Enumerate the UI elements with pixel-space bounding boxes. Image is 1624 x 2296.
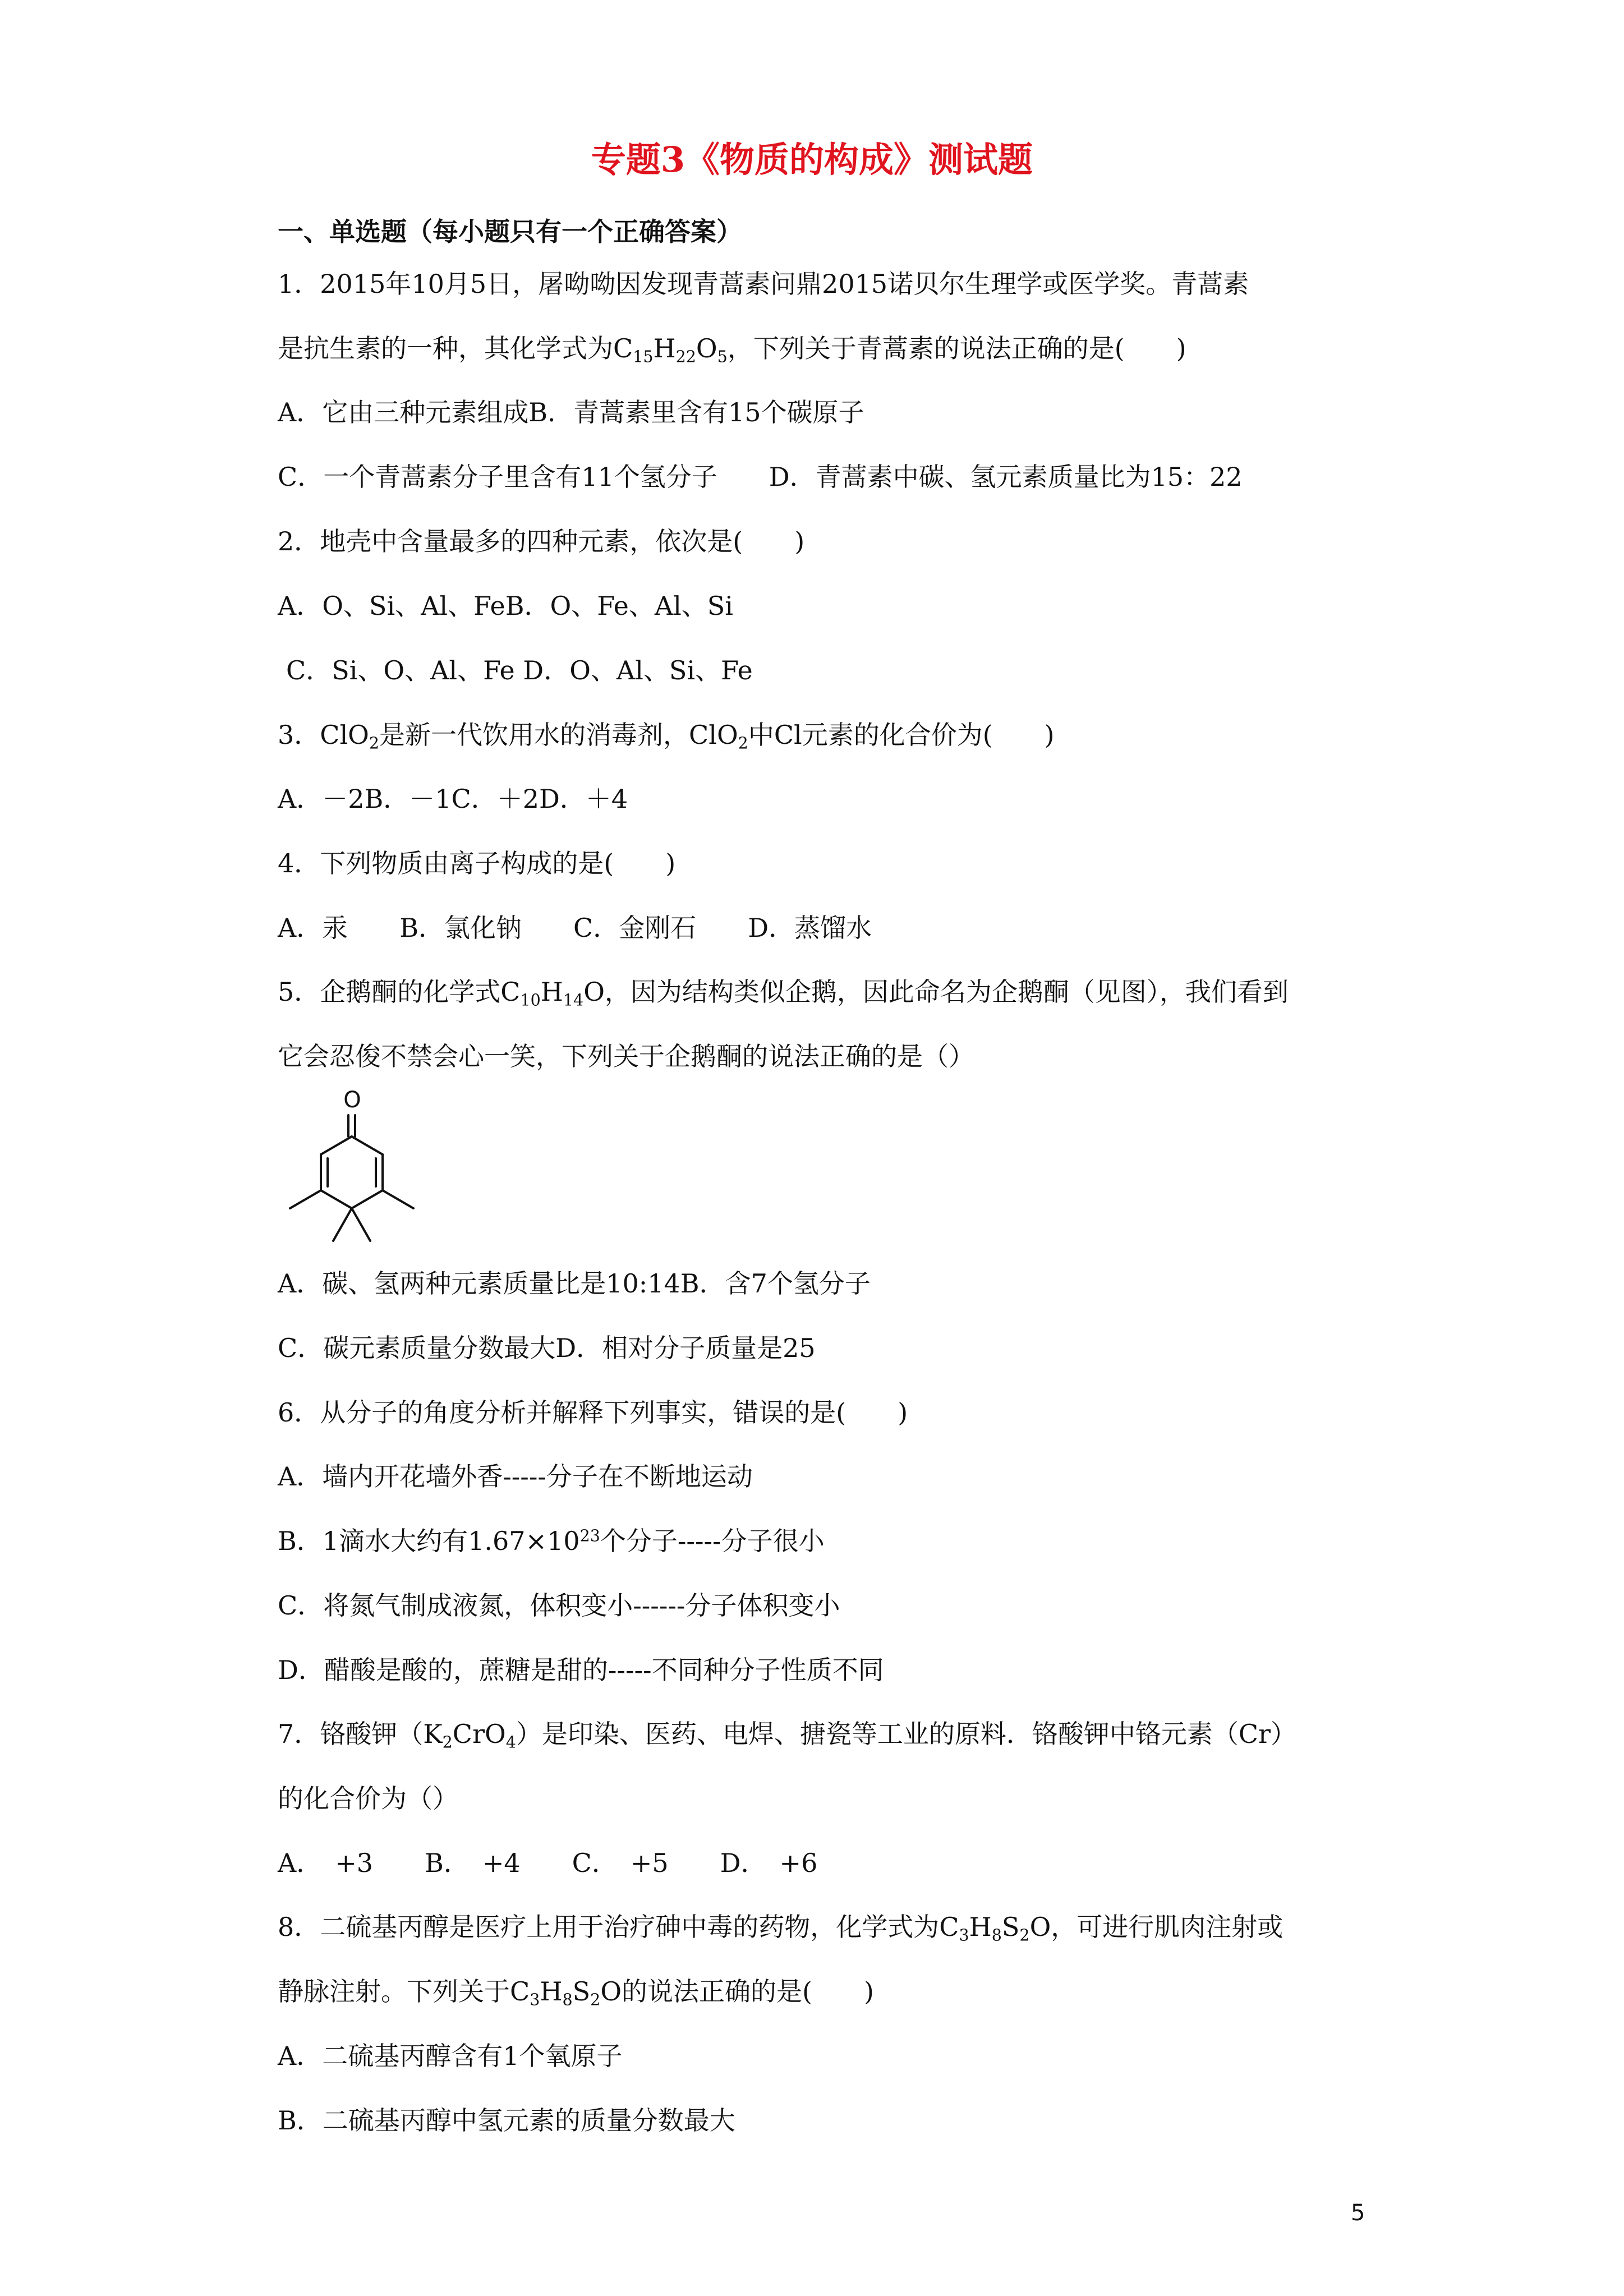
q6-option-d: D．醋酸是酸的，蔗糖是甜的-----不同种分子性质不同 (278, 1655, 884, 1685)
q7-stem-line1: 7．铬酸钾$(K_2CrO_4)$是印染、医药、电焊、搪瓷等工业的原料．铬酸钾中铬元素（Cr） (278, 1719, 1297, 1752)
q7-stem-line2: 的化合价为（） (278, 1783, 458, 1814)
q4-options: A．汞 B．氯化钠 C．金刚石 D．蒸馏水 (278, 913, 872, 943)
methyl-bond (352, 1208, 370, 1241)
q1-options-cd: C．一个青蒿素分子里含有11个氢分子 D．青蒿素中碳、氢元素质量比为15：22 (278, 462, 1243, 492)
q5-stem-line2: 它会忍俊不禁会心一笑，下列关于企鹅酮的说法正确的是（） (278, 1041, 974, 1071)
q6-option-a: A．墙内开花墙外香-----分子在不断地运动 (278, 1461, 753, 1492)
q4-stem: 4．下列物质由离子构成的是( ) (278, 848, 676, 878)
q1-stem-line2: 是抗生素的一种，其化学式为$C_{15}H_{22}O_5$，下列关于青蒿素的说法正确的是( ) (278, 333, 1186, 366)
q3-options: A．－2B．－1C．＋2D．＋4 (278, 784, 628, 814)
methyl-bond (333, 1208, 352, 1241)
q6-option-c: C．将氮气制成液氮，体积变小------分子体积变小 (278, 1590, 840, 1621)
q1-stem-line1: 1．2015年10月5日，屠呦呦因发现青蒿素问鼎2015诺贝尔生理学或医学奖。青蒿素 (278, 269, 1249, 299)
q6-stem: 6．从分子的角度分析并解释下列事实，错误的是( ) (278, 1397, 908, 1428)
q5-stem-line1: 5．企鹅酮的化学式$C_{10}H_{14}O$，因为结构类似企鹅，因此命名为企鹅酮（见图），我们看到 (278, 977, 1289, 1010)
ring-bond (321, 1137, 352, 1154)
q2-options-cd: C．Si、O、Al、Fe D．O、Al、Si、Fe (286, 655, 753, 685)
q5-options-cd: C．碳元素质量分数最大D．相对分子质量是25 (278, 1333, 816, 1363)
q2-options-ab: A．O、Si、Al、FeB．O、Fe、Al、Si (278, 591, 734, 621)
q8-option-b: B．二硫基丙醇中氢元素的质量分数最大 (278, 2105, 735, 2136)
q2-stem: 2．地壳中含量最多的四种元素，依次是( ) (278, 526, 805, 556)
q7-options: A． +3 B． +4 C． +5 D． +6 (278, 1848, 818, 1878)
q6-option-b: B．1滴水大约有$1.67\times 10^{23}$个分子-----分子很小 (278, 1526, 825, 1556)
page-number: 5 (1351, 2200, 1365, 2226)
formula: $C_{15}H_{22}O_5$ (613, 333, 728, 366)
ring-bond (352, 1137, 383, 1154)
q5-options-ab: A．碳、氢两种元素质量比是10:14B．含7个氢分子 (278, 1268, 871, 1299)
methyl-bond (383, 1190, 413, 1208)
oxygen-atom-label: O (343, 1087, 361, 1113)
isophorone-structure-diagram (275, 1083, 432, 1262)
q3-stem: 3．ClO$_2$是新一代饮用水的消毒剂，ClO$_2$中Cl元素的化合价为( ) (278, 720, 1055, 753)
methyl-bond (290, 1190, 321, 1208)
ring-bond (352, 1190, 383, 1208)
q1-options-ab: A．它由三种元素组成B．青蒿素里含有15个碳原子 (278, 397, 864, 427)
section-heading: 一、单选题（每小题只有一个正确答案） (278, 217, 742, 247)
q8-option-a: A．二硫基丙醇含有1个氧原子 (278, 2041, 623, 2071)
page-title: 专题3《物质的构成》测试题 (591, 139, 1033, 180)
q8-stem-line1: 8．二硫基丙醇是医疗上用于治疗砷中毒的药物，化学式为$C_3H_8S_2O$，可进行肌肉注射或 (278, 1912, 1283, 1945)
ring-bond (321, 1190, 352, 1208)
q8-stem-line2: 静脉注射。下列关于$C_3H_8S_2O$的说法正确的是( ) (278, 1976, 874, 2009)
